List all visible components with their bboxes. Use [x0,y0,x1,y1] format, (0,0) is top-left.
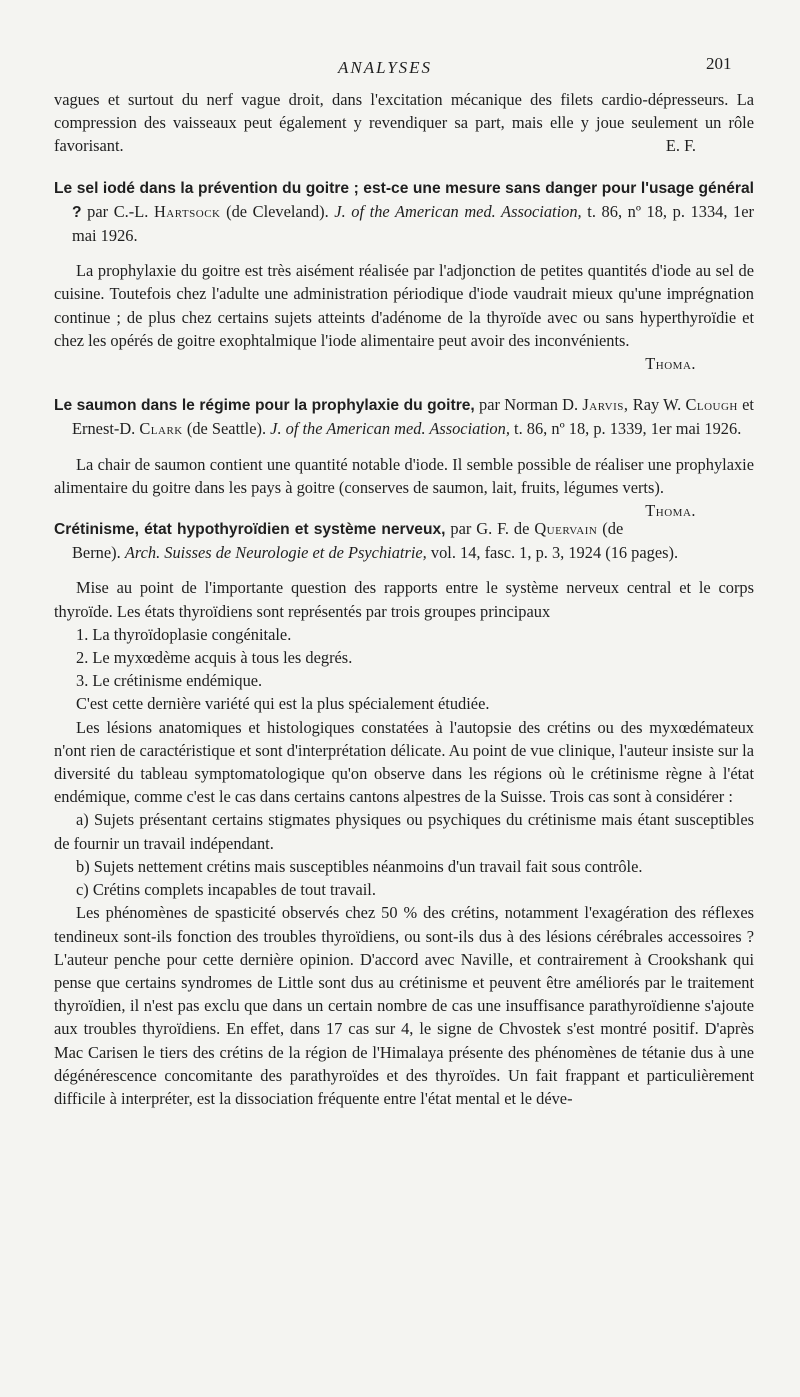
article-body: La prophylaxie du goitre est très aisément réalisée par l'adjonction de petites quantités d'iode au sel de cuisine. Toutefois chez l'adulte une administration périodique d'iode vaudrait mieux qu'une imprégnation continue ; de plus chez certains sujets atteints d'adénome de la thyroïde avec ou sans hyperthyroïdie et chez les opérés de goitre exophtalmique l'iode alimentaire peut avoir des inconvénients. [54,261,754,350]
article-header: Le sel iodé dans la prévention du goitre ; est-ce une mesure sans danger pour l'usage général ? par C.-L. Hartsock (de Cleveland). J. of the American med. Association, t. 86, nº 18, p. 1334, 1er mai 1926. [54,179,754,246]
citation: t. 86, nº 18, p. 1339, 1er mai 1926. [514,419,742,439]
author-name: Quervain [534,519,598,539]
article-header: Le saumon dans le régime pour la prophylaxie du goitre, par Norman D. Jarvis, Ray W. Clough et Ernest-D. Clark (de Seattle). J. of the American med. Association, t. 86, nº 18, p. 1339, 1er mai 1926. [54,395,754,439]
article-paragraph: Les lésions anatomiques et histologiques constatées à l'autopsie des crétins ou des myxœdémateux n'ont rien de caractéristique et sont d'interprétation délicate. Au point de vue clinique, l'auteur insiste sur la diversité du tableau symptomatologique qu'on observe dans les régions où le crétinisme règne à l'état endémique, comme c'est le cas dans certains cantons alpestres de la Suisse. Trois cas sont à considérer : [54,717,754,807]
list-item: b) Sujets nettement crétins mais susceptibles néanmoins d'un travail fait sous contrôle. [76,856,643,876]
article-intro: Mise au point de l'importante question des rapports entre le système nerveux central et le corps thyroïde. Les états thyroïdiens sont représentés par trois groupes principaux [54,578,754,621]
signature: E. F. [665,136,696,156]
list-item: c) Crétins complets incapables de tout travail. [76,880,376,900]
list-item: a) Sujets présentant certains stigmates physiques ou psychiques du crétinisme mais étant susceptibles de fournir un travail indépendant. [54,810,754,853]
journal-name: J. of the American med. Association, [270,419,510,439]
article-title: Le sel iodé dans la prévention du goitre ; est-ce une mesure sans danger pour l'usage général ? [54,179,754,221]
journal-name: J. of the American med. Association, [334,201,582,221]
continuation-paragraph [54,88,754,158]
citation: t. 86, nº 18, p. 1334, 1er mai 1926. [72,201,754,246]
article-paragraph: Les phénomènes de spasticité observés chez 50 % des crétins, notamment l'exagération des réflexes tendineux sont-ils fonction des troubles thyroïdiens, ou sont-ils dus à des lésions cérébrales accessoires ? L'auteur penche pour cette dernière opinion. D'accord avec Naville, et contrairement à Crookshank qui pense que certains syndromes de Little sont dus au crétinisme et peuvent être améliorés par le traitement thyroïdien, il n'est pas exclu que dans un certain nombre de cas une insuffisance parathyroïdienne s'ajoute aux troubles thyroïdiens. En effet, dans 17 cas sur 4, le signe de Chvostek s'est montré positif. D'après Mac Carisen le tiers des crétins de la région de l'Himalaya présente des phénomènes de tétanie dus à une dégénérescence concomitante des parathyroïdes et des thyroïdes. Un fait frappant et particulièrement difficile à interpréter, est la dissociation fréquente entre l'état mental et le déve- [54,903,754,1108]
page-number: 201 [706,54,732,73]
journal-name: Arch. Suisses de Neurologie et de Psychiatrie, [124,543,427,563]
author-name: Jarvis, [582,395,629,415]
article-title: Crétinisme, état hypothyroïdien et système nerveux, [54,521,446,539]
author-name: Hartsock [153,201,221,221]
running-head [0,54,800,82]
article-title: Le saumon dans le régime pour la prophylaxie du goitre, [54,397,475,415]
author-name: Clough [685,395,738,415]
page-body [54,88,754,1110]
article-body: La chair de saumon contient une quantité notable d'iode. Il semble possible de réaliser une prophylaxie alimentaire du goitre dans les pays à goitre (conserves de saumon, lait, fruits, légumes verts). Thoma. [54,453,754,499]
signature: Thoma. [645,354,696,374]
list-item: 3. Le crétinisme endémique. [76,671,263,691]
citation: vol. 14, fasc. 1, p. 3, 1924 (16 pages). [430,543,679,563]
running-title: ANALYSES [338,58,433,77]
signature: Thoma. [645,501,696,521]
article-header: Crétinisme, état hypothyroïdien et système nerveux, par G. F. de Quervain (de Berne). Arch. Suisses de Neurologie et de Psychiatrie, vol. 14, fasc. 1, p. 3, 1924 (16 pages). [54,519,679,563]
list-item: 1. La thyroïdoplasie congénitale. [76,624,292,644]
article-paragraph: C'est cette dernière variété qui est la plus spécialement étudiée. [76,694,490,714]
continuation-text: vagues et surtout du nerf vague droit, dans l'excitation mécanique des filets cardio-dépresseurs. La compression des vaisseaux peut également y revendiquer sa part, mais elle y joue seulement un rôle favorisant. [54,90,754,156]
author-name: Clark [139,419,183,439]
list-item: 2. Le myxœdème acquis à tous les degrés. [76,648,353,668]
